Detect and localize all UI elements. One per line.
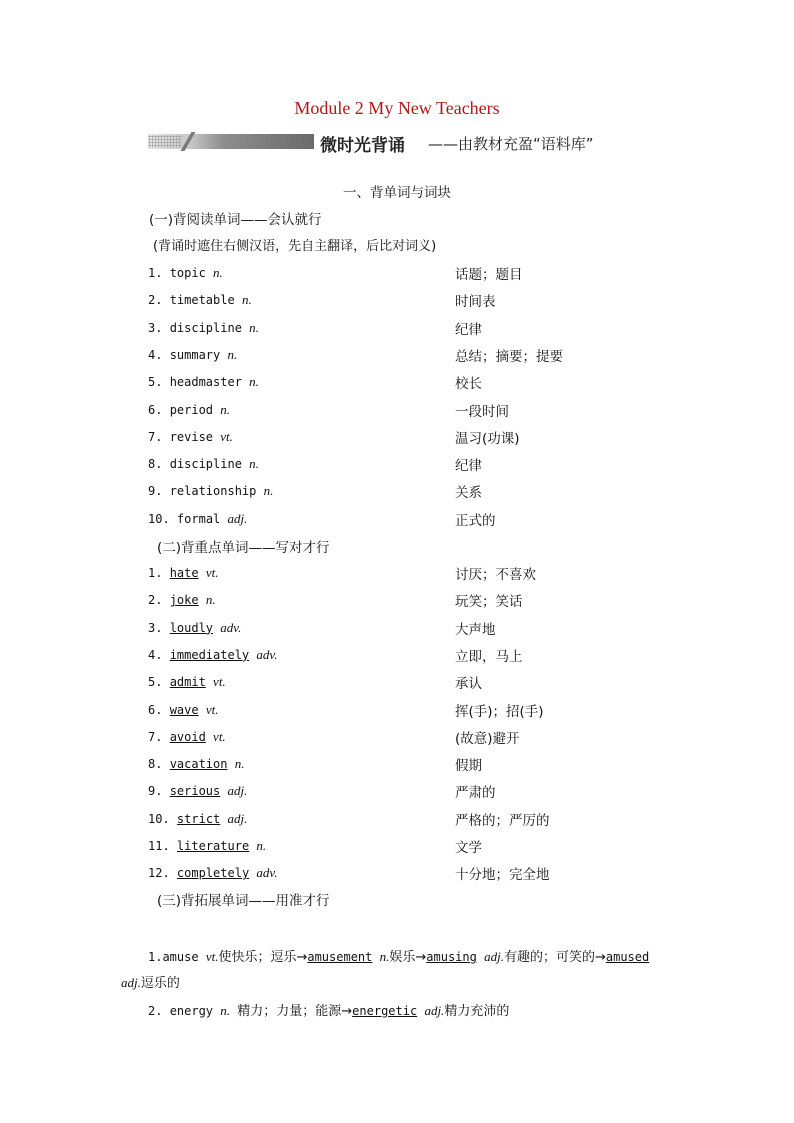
word-row — [148, 702, 608, 722]
meaning: 玩笑；笑话 — [455, 594, 523, 611]
answer-word: amused — [605, 950, 650, 964]
extension-item-1-continued — [121, 972, 180, 991]
meaning: 精力充沛的 — [444, 1004, 510, 1019]
part-of-speech: n. — [249, 456, 259, 472]
part-of-speech: vt. — [213, 728, 226, 744]
meaning: 逗乐的 — [140, 976, 180, 991]
word-row — [148, 620, 608, 640]
part-of-speech: adv. — [256, 646, 278, 662]
part-of-speech: n. — [205, 592, 216, 608]
item-number: 7. — [148, 729, 163, 744]
item-number: 11. — [148, 839, 170, 853]
meaning: 挥(手)；招(手) — [455, 703, 544, 720]
answer-word: amusing — [426, 950, 477, 964]
word: timetable — [169, 293, 235, 308]
part1-note: (背诵时遮住右侧汉语，先自主翻译，后比对词义) — [153, 239, 437, 254]
word: period — [169, 402, 214, 417]
word: loudly — [169, 620, 214, 635]
word-row — [148, 838, 608, 858]
section-banner — [148, 130, 648, 156]
part-of-speech: adj. — [227, 783, 248, 799]
part-of-speech: n. — [220, 401, 231, 417]
meaning: 总结；摘要；提要 — [455, 348, 563, 365]
word: joke — [169, 593, 199, 608]
item-number: 9. — [148, 784, 163, 799]
meaning: 纪律 — [455, 321, 482, 338]
item-number: 2. — [148, 293, 163, 308]
item-number: 8. — [148, 757, 163, 772]
word: literature — [176, 839, 250, 853]
meaning: 十分地；完全地 — [455, 867, 550, 884]
item-number: 3. — [148, 320, 163, 335]
part3-heading: (三)背拓展单词——用准才行 — [157, 893, 330, 909]
word-entry — [148, 565, 218, 581]
item-number: 7. — [148, 429, 163, 444]
word-entry — [148, 620, 241, 636]
part-of-speech: adj. — [227, 510, 248, 526]
meaning: 时间表 — [455, 294, 496, 311]
meaning: 话题；题目 — [455, 267, 523, 283]
word-row — [148, 402, 608, 422]
item-number: 4. — [148, 647, 163, 662]
item-number: 1. — [148, 566, 163, 580]
word-entry — [148, 402, 230, 418]
item-number: 1. — [148, 950, 163, 964]
word-row — [148, 265, 608, 285]
word-entry — [148, 374, 259, 390]
word-entry — [148, 756, 244, 772]
word: discipline — [169, 320, 242, 335]
word-row — [148, 292, 608, 312]
meaning: 娱乐→ — [389, 950, 427, 965]
item-number: 5. — [148, 375, 163, 390]
meaning: 精力；力量；能源→ — [237, 1004, 353, 1019]
word-entry — [148, 320, 259, 336]
meaning: 正式的 — [455, 512, 496, 529]
item-number: 12. — [148, 866, 170, 881]
part-of-speech: n. — [256, 838, 267, 853]
part2-heading: (二)背重点单词——写对才行 — [157, 540, 330, 556]
word: vacation — [169, 757, 228, 772]
part-of-speech: adj. — [424, 1003, 445, 1018]
part-of-speech: adj. — [484, 949, 504, 964]
word: energy — [169, 1004, 214, 1018]
part-of-speech: n. — [249, 319, 259, 335]
meaning: 假期 — [455, 758, 482, 775]
item-number: 2. — [148, 1004, 163, 1018]
meaning: 大声地 — [455, 621, 496, 638]
word-row — [148, 374, 608, 394]
word-entry — [148, 347, 237, 363]
part-of-speech: vt. — [205, 701, 219, 717]
word: strict — [176, 811, 221, 826]
part-of-speech: n. — [234, 756, 245, 772]
word-entry — [148, 702, 218, 718]
meaning: 一段时间 — [455, 403, 509, 420]
meaning: 使快乐；逗乐→ — [218, 950, 308, 965]
item-number: 4. — [148, 347, 163, 362]
word-row — [148, 811, 608, 831]
word: topic — [169, 266, 206, 280]
meaning: 有趣的；可笑的→ — [503, 950, 606, 965]
word-row — [148, 674, 608, 694]
item-number: 2. — [148, 593, 163, 608]
meaning: 温习(功课) — [455, 430, 520, 447]
part-of-speech: vt. — [213, 674, 226, 690]
module-title: Module 2 My New Teachers — [294, 98, 500, 118]
answer-word: energetic — [352, 1004, 418, 1018]
meaning: 严肃的 — [455, 785, 496, 802]
word-row — [148, 511, 608, 531]
word: summary — [169, 347, 221, 362]
word-row — [148, 429, 608, 449]
meaning: (故意)避开 — [455, 730, 520, 747]
part-of-speech: adj. — [227, 810, 248, 826]
item-number: 10. — [148, 811, 170, 826]
word-row — [148, 756, 608, 776]
word-entry — [148, 729, 226, 745]
word: hate — [169, 566, 199, 580]
word-row — [148, 565, 608, 585]
word-row — [148, 456, 608, 476]
word: amuse — [162, 950, 199, 964]
word-row — [148, 729, 608, 749]
word-row — [148, 347, 608, 367]
word-row — [148, 320, 608, 340]
word-entry — [148, 511, 247, 527]
part-of-speech: adv. — [256, 865, 278, 881]
part-of-speech: adj. — [121, 975, 141, 990]
word-entry — [148, 865, 277, 881]
word: avoid — [169, 729, 206, 744]
word-row — [148, 483, 608, 503]
item-number: 1. — [148, 266, 163, 280]
part-of-speech: n. — [249, 374, 259, 390]
item-number: 6. — [148, 702, 163, 717]
word-row — [148, 783, 608, 803]
part-of-speech: n. — [241, 292, 252, 308]
word: serious — [169, 784, 221, 799]
banner-dots-decoration — [148, 135, 182, 148]
word-entry — [148, 292, 252, 308]
word-entry — [148, 783, 247, 799]
word-entry — [148, 647, 277, 663]
word-entry — [148, 429, 233, 445]
part-of-speech: vt. — [205, 949, 219, 964]
word-entry — [148, 456, 259, 472]
item-number: 8. — [148, 457, 163, 472]
meaning: 文学 — [455, 840, 482, 856]
part-of-speech: adv. — [220, 619, 242, 635]
item-number: 5. — [148, 675, 163, 690]
meaning: 关系 — [455, 485, 482, 502]
word: relationship — [169, 484, 257, 499]
word: completely — [176, 866, 250, 881]
section-title: 一、背单词与词块 — [343, 185, 451, 201]
word: immediately — [169, 647, 250, 662]
extension-item-1 — [148, 946, 649, 965]
item-number: 3. — [148, 620, 163, 635]
part-of-speech: n. — [213, 265, 223, 280]
part-of-speech: n. — [227, 346, 238, 362]
part-of-speech: n. — [379, 949, 390, 964]
word-entry — [148, 674, 226, 690]
word-row — [148, 865, 608, 885]
meaning: 校长 — [455, 376, 482, 393]
meaning: 承认 — [455, 676, 482, 693]
word: discipline — [169, 457, 242, 472]
meaning: 讨厌；不喜欢 — [455, 567, 536, 583]
word: wave — [169, 702, 199, 717]
word-entry — [148, 838, 266, 854]
word-entry — [148, 592, 216, 608]
meaning: 严格的；严厉的 — [455, 812, 550, 829]
meaning: 纪律 — [455, 458, 482, 475]
part-of-speech: n. — [263, 483, 274, 499]
item-number: 6. — [148, 402, 163, 417]
part-of-speech: vt. — [220, 428, 233, 444]
word: admit — [169, 675, 206, 690]
item-number: 9. — [148, 484, 163, 499]
word: revise — [169, 429, 214, 444]
answer-word: amusement — [307, 950, 373, 964]
word: headmaster — [169, 375, 242, 390]
word-row — [148, 592, 608, 612]
word-entry — [148, 265, 223, 281]
item-number: 10. — [148, 511, 170, 526]
banner-heading: 微时光背诵 — [320, 136, 405, 156]
word-entry — [148, 483, 273, 499]
word-row — [148, 647, 608, 667]
part-of-speech: vt. — [205, 565, 219, 580]
part-of-speech: n. — [220, 1003, 231, 1018]
word-entry — [148, 811, 247, 827]
part1-heading: (一)背阅读单词——会认就行 — [149, 212, 322, 228]
extension-item-2 — [148, 1000, 509, 1019]
meaning: 立即，马上 — [455, 648, 523, 665]
banner-subheading: ——由教材充盈“语料库” — [428, 135, 594, 153]
word: formal — [176, 511, 221, 526]
